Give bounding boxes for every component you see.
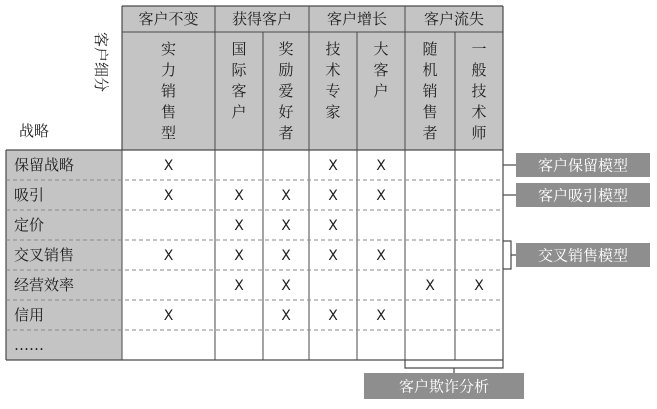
- model-label: 客户欺诈分析: [398, 377, 490, 396]
- row-label: 定价: [14, 216, 45, 234]
- cell-mark: X: [234, 218, 244, 234]
- cell-mark: X: [376, 308, 386, 324]
- cell-mark: X: [474, 278, 484, 294]
- cell-mark: X: [234, 278, 244, 294]
- cell-mark: X: [281, 278, 291, 294]
- cell-mark: X: [163, 158, 174, 174]
- cell-mark: X: [425, 278, 435, 294]
- cell-mark: X: [376, 158, 386, 174]
- model-label: 交叉销售模型: [537, 246, 629, 265]
- group-header-label: 获得客户: [231, 10, 293, 28]
- row-label: 保留战略: [14, 156, 75, 174]
- model-connector: [405, 360, 503, 373]
- column-header-label: 随机销售者: [422, 40, 438, 142]
- row-label: ……: [14, 336, 44, 354]
- cell-mark: X: [163, 248, 174, 264]
- cell-mark: X: [234, 188, 244, 204]
- group-header-label: 客户增长: [326, 10, 388, 28]
- column-header-label: 技术专家: [325, 40, 341, 121]
- cell-mark: X: [234, 248, 244, 264]
- cell-mark: X: [328, 248, 338, 264]
- cell-mark: X: [376, 188, 386, 204]
- cell-mark: X: [376, 248, 386, 264]
- model-label: 客户吸引模型: [537, 186, 629, 205]
- row-label: 信用: [14, 306, 45, 324]
- cell-mark: X: [328, 218, 338, 234]
- cell-mark: X: [328, 308, 338, 324]
- cell-mark: X: [281, 188, 291, 204]
- cell-mark: X: [328, 158, 338, 174]
- column-header-label: 国际客户: [231, 40, 247, 121]
- column-header-label: 实力销售型: [160, 40, 177, 142]
- cell-mark: X: [281, 218, 291, 234]
- column-header-label: 大客户: [373, 40, 389, 100]
- row-label: 交叉销售: [14, 246, 75, 264]
- cell-mark: X: [281, 248, 291, 264]
- group-header-label: 客户不变: [138, 10, 199, 28]
- cell-mark: X: [281, 308, 291, 324]
- model-label: 客户保留模型: [537, 156, 629, 175]
- cell-mark: X: [163, 308, 174, 324]
- corner-strategy-label: 战略: [18, 122, 50, 140]
- group-header-label: 客户流失: [423, 10, 485, 28]
- row-label: 经营效率: [14, 276, 75, 294]
- cell-mark: X: [328, 188, 338, 204]
- column-header-label: 奖励爱好者: [278, 40, 294, 142]
- row-label: 吸引: [14, 186, 45, 204]
- cell-mark: X: [163, 188, 174, 204]
- column-header-label: 一般技术师: [471, 40, 487, 142]
- model-connector: [503, 241, 516, 269]
- corner-segment-label: 客户细分: [92, 31, 110, 93]
